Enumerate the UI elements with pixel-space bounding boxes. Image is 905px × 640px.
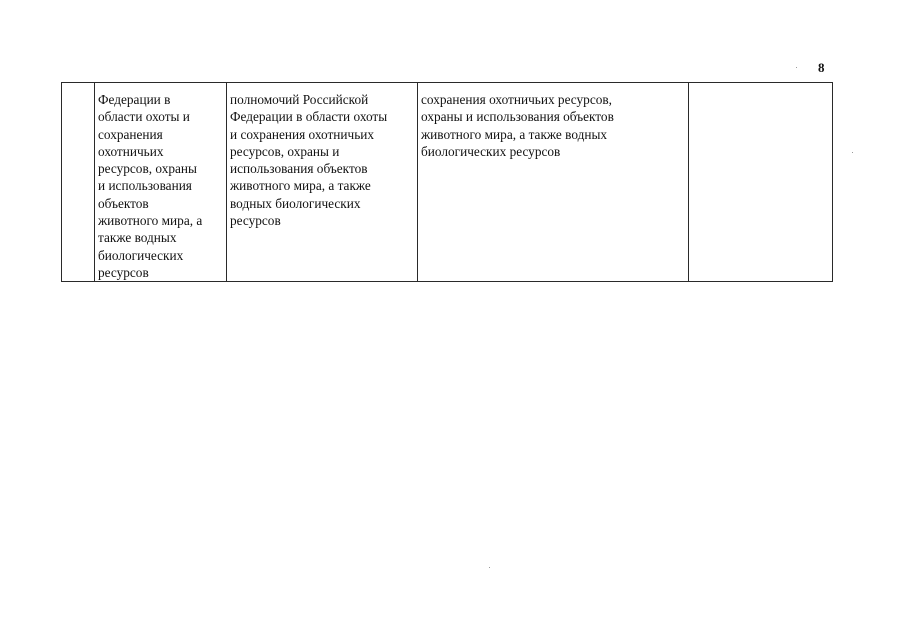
table-cell-description: сохранения охотничьих ресурсов, охраны и использования объектов животного мира, а также водных биологических ресурсов [418,83,689,282]
table-cell-number [62,83,95,282]
table-cell-area: Федерации в области охоты и сохранения охотничьих ресурсов, охраны и использования объектов животного мира, а также водных биологических ресурсов [95,83,227,282]
scan-speck [489,567,490,568]
table-cell-notes [689,83,833,282]
table-cell-powers: полномочий Российской Федерации в области охоты и сохранения охотничьих ресурсов, охраны и использования объектов животного мира, а также водных биологических ресурсов [227,83,418,282]
document-table [61,82,833,282]
scan-speck [852,152,853,153]
scan-speck [796,67,797,68]
table-row [62,83,833,282]
page-number: 8 [818,60,825,75]
